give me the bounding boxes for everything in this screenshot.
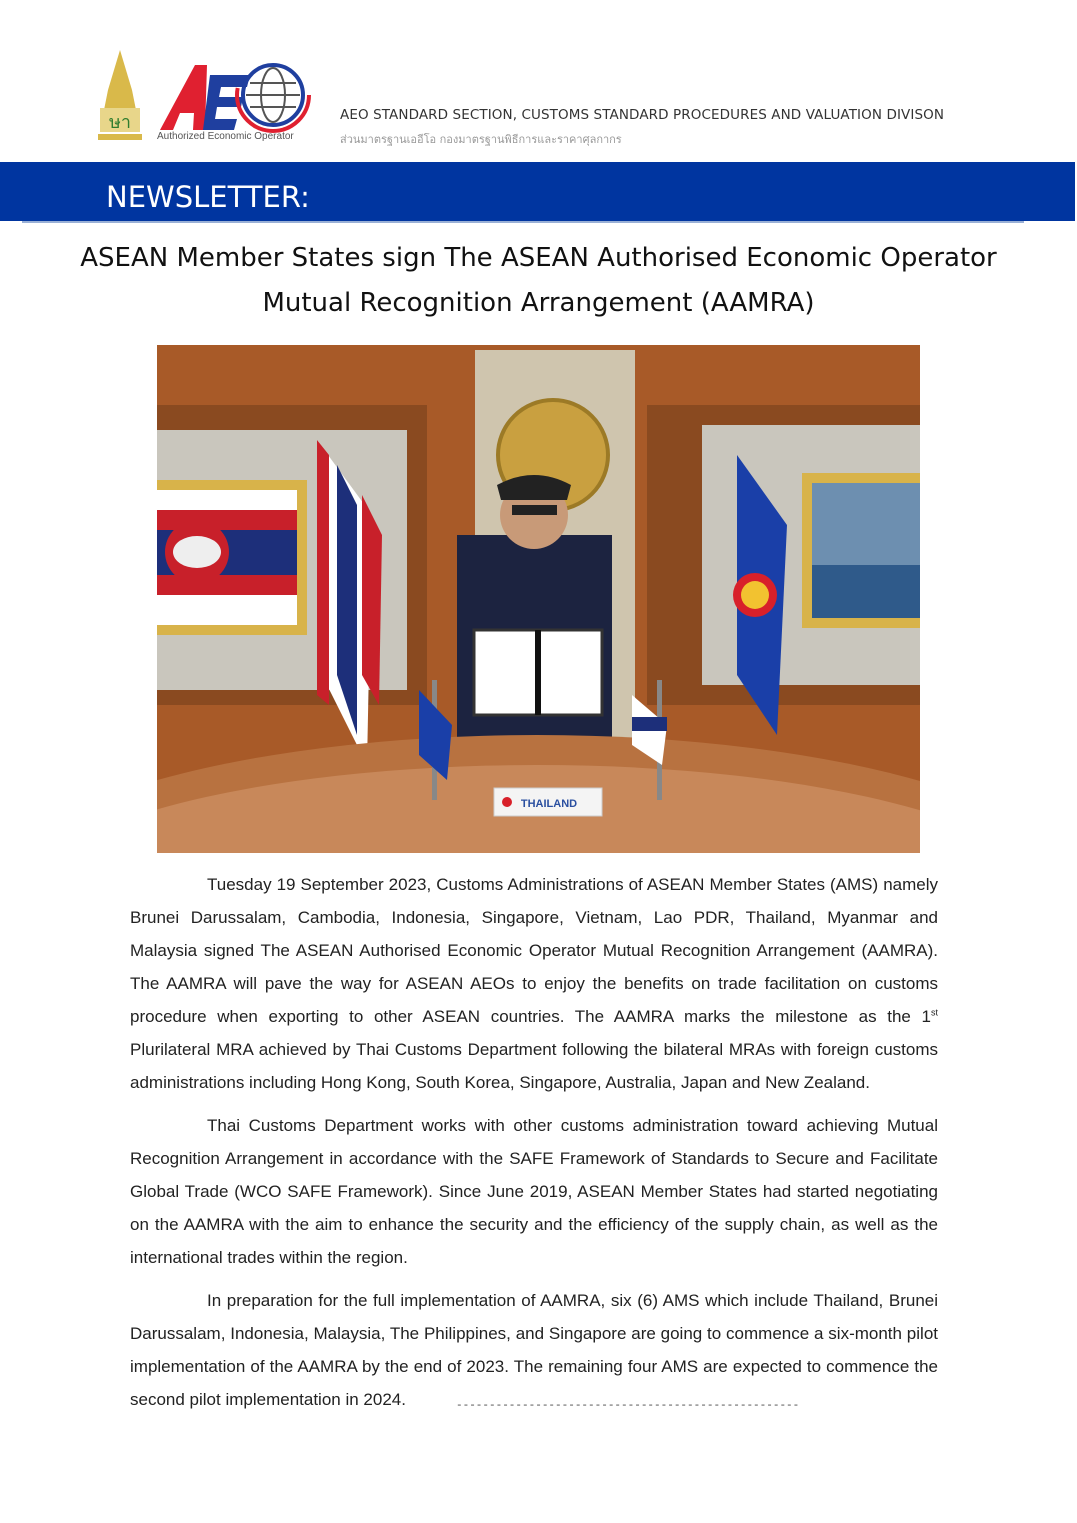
paragraph-3: In preparation for the full implementation of AAMRA, six (6) AMS which include Thailand, Brunei Darussalam, Indonesia, Malaysia, The Philippines, and Singapore are going to commence a six-month pilot implementation of the AAMRA by the end of 2023. The remaining four AMS are expected to commence the second pilot implementation in 2024. [130,1291,938,1409]
department-name-th: ส่วนมาตรฐานเออีโอ กองมาตรฐานพิธีการและราคาศุลกากร [340,133,622,146]
customs-emblem-logo [96,50,144,142]
logo-caption: Authorized Economic Operator [157,131,294,142]
department-name-en: AEO STANDARD SECTION, CUSTOMS STANDARD PROCEDURES AND VALUATION DIVISON [340,107,945,123]
title-line-1: ASEAN Member States sign The ASEAN Authorised Economic Operator [80,243,997,273]
banner-title: NEWSLETTER: [106,180,310,214]
banner-divider [22,221,1024,223]
nameplate-text: THAILAND [520,798,578,810]
end-separator: ---------------------------------------------------- [456,1400,800,1412]
signing-ceremony-photo [157,345,920,853]
paragraph-1-text-a: Tuesday 19 September 2023, Customs Administrations of ASEAN Member States (AMS) namely Brunei Darussalam, Cambodia, Indonesia, Singapore, Vietnam, Lao PDR, Thailand, Myanmar and Malaysia signed The ASEAN Authorised Economic Operator Mutual Recognition Arrangement (AAMRA). The AAMRA will pave the way for ASEAN AEOs to enjoy the benefits on trade facilitation on customs procedure when exporting to other ASEAN countries. The AAMRA marks the milestone as the 1 [130,875,938,1026]
paragraph-1-text-b: Plurilateral MRA achieved by Thai Customs Department following the bilateral MRAs with foreign customs administrations including Hong Kong, South Korea, Singapore, Australia, Japan and New Zealand. [130,1040,938,1092]
ordinal-suffix: st [930,1007,938,1018]
article-body [130,868,938,1426]
title-line-2: Mutual Recognition Arrangement (AAMRA) [262,288,815,318]
article-title [40,236,1037,326]
paragraph-2: Thai Customs Department works with other customs administration toward achieving Mutual Recognition Arrangement in accordance with the SAFE Framework of Standards to Secure and Facilitate Global Trade (WCO SAFE Framework). Since June 2019, ASEAN Member States had started negotiating on the AAMRA with the aim to enhance the security and the efficiency of the supply chain, as well as the international trades within the region. [130,1116,938,1267]
svg-text:ษา: ษา [109,112,131,133]
paragraph-1 [130,868,938,1099]
